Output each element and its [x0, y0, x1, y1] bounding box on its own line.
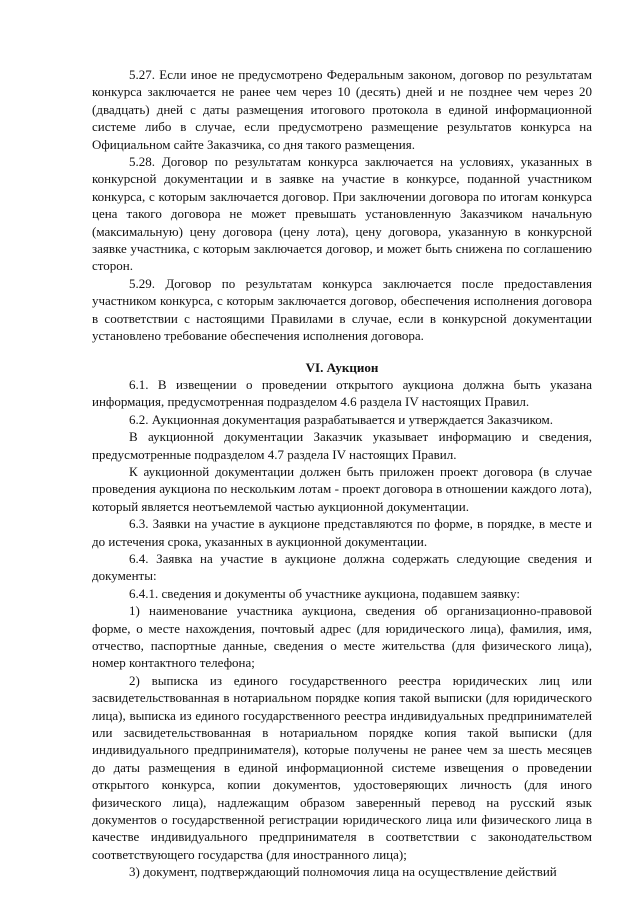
paragraph-5-27: 5.27. Если иное не предусмотрено Федеральным законом, договор по результатам конкурса заключается не ранее чем через 10 (десять) дней и не позднее чем через 20 (двадцать) дней с даты размещения итогового протокола в единой информационной системе либо в случае, если предусмотрено размещение результатов конкурса на Официальном сайте Заказчика, со дня такого размещения.: [92, 67, 592, 152]
paragraph-6-2-details: В аукционной документации Заказчик указывает информацию и сведения, предусмотренные подразделом 4.7 раздела IV настоящих Правил.: [92, 429, 592, 462]
paragraph-5-28: 5.28. Договор по результатам конкурса заключается на условиях, указанных в конкурсной документации и в заявке на участие в конкурсе, поданной участником конкурса, с которым заключается договор. При заключении договора по итогам конкурса цена такого договора не может превышать установленную Заказчиком начальную (максимальную) цену договора (цену лота), цену договора, указанную в конкурсной заявке участника, с которым заключается договор, и может быть снижена по соглашению сторон.: [92, 154, 592, 274]
paragraph-5-29: 5.29. Договор по результатам конкурса заключается после предоставления участником конкурса, с которым заключается договор, обеспечения исполнения договора в соответствии с настоящими Правилами в случае, если в конкурсной документации установлено требование обеспечения исполнения договора.: [92, 275, 592, 344]
list-item-2: 2) выписка из единого государственного реестра юридических лиц или засвидетельствованная в нотариальном порядке копия такой выписки (для юридического лица), выписка из единого государственного реестра индивидуальных предпринимателей или засвидетельствованная в нотариальном порядке копия такой выписки (для индивидуального предпринимателя), которые получены не ранее чем за шесть месяцев до даты размещения в единой информационной системе извещения о проведении открытого конкурса, копии документов, удостоверяющих личность (для иного физического лица), надлежащим образом заверенный перевод на русский язык документов о государственной регистрации юридического лица или физического лица в качестве индивидуального предпринимателя в соответствии с законодательством соответствующего государства (для иностранного лица);: [92, 672, 592, 862]
list-item-3: 3) документ, подтверждающий полномочия лица на осуществление действий: [129, 864, 557, 880]
section-heading: VI. Аукцион: [305, 359, 379, 375]
list-item-1: 1) наименование участника аукциона, сведения об организационно-правовой форме, о месте нахождения, почтовый адрес (для юридического лица), фамилия, имя, отчество, паспортные данные, сведения о месте жительства (для физического лица), номер контактного телефона;: [92, 603, 592, 671]
paragraph-6-4: 6.4. Заявка на участие в аукционе должна содержать следующие сведения и документы:: [92, 550, 592, 584]
paragraph-6-1: 6.1. В извещении о проведении открытого аукциона должна быть указана информация, предусмотренная подразделом 4.6 раздела IV настоящих Правил.: [92, 376, 592, 410]
paragraph-6-2-contract: К аукционной документации должен быть приложен проект договора (в случае проведения аукциона по нескольким лотам - проект договора в отношении каждого лота), который является неотъемлемой частью аукционной документации.: [92, 463, 592, 514]
paragraph-6-3: 6.3. Заявки на участие в аукционе представляются по форме, в порядке, в месте и до истечения срока, указанных в аукционной документации.: [92, 516, 592, 549]
paragraph-6-2: 6.2. Аукционная документация разрабатывается и утверждается Заказчиком.: [129, 411, 554, 427]
paragraph-6-4-1: 6.4.1. сведения и документы об участнике аукциона, подавшем заявку:: [129, 585, 520, 601]
